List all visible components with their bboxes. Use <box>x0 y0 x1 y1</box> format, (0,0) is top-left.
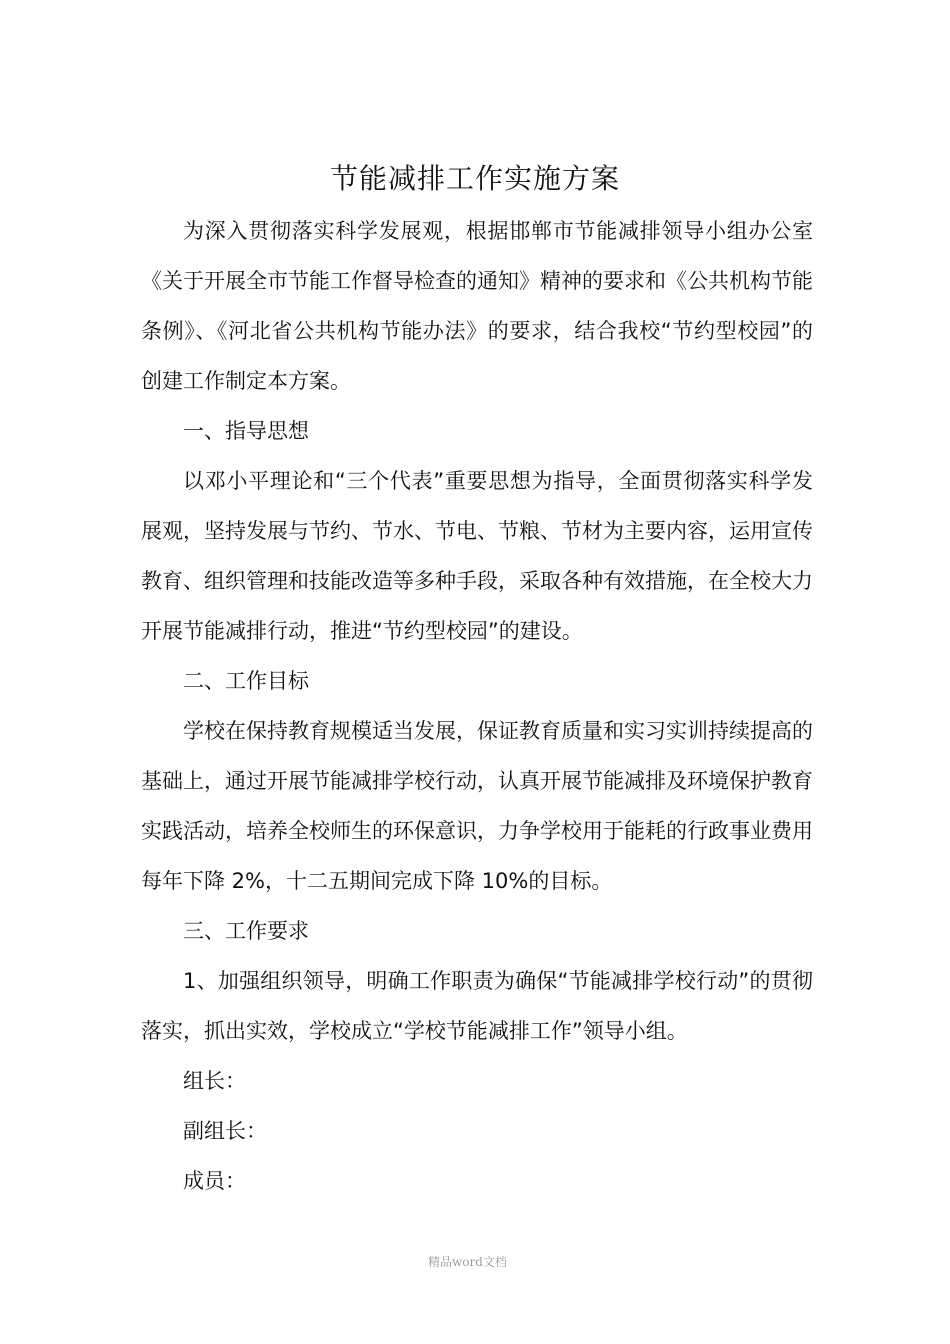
document-title: 节能减排工作实施方案 <box>329 162 620 195</box>
section-heading-guiding-thought: 一、指导思想 <box>183 419 309 443</box>
section-heading-work-requirements: 三、工作要求 <box>183 919 309 943</box>
document-body <box>141 206 813 1206</box>
work-goal-paragraph: 学校在保持教育规模适当发展，保证教育质量和实习实训持续提高的基础上，通过开展节能减排学校行动，认真开展节能减排及环境保护教育实践活动，培养全校师生的环保意识，力争学校用于能耗的行政事业费用每年下降 2%，十二五期间完成下降 10%的目标。 <box>141 719 813 893</box>
section-heading-work-goal: 二、工作目标 <box>183 669 309 693</box>
members-line: 成员： <box>183 1169 246 1193</box>
leader-line: 组长： <box>183 1069 246 1093</box>
requirement-item-1: 1、加强组织领导，明确工作职责为确保“节能减排学校行动”的贯彻落实，抓出实效，学校成立“学校节能减排工作”领导小组。 <box>141 969 813 1043</box>
footer-watermark: 精品word文档 <box>428 1255 507 1269</box>
intro-paragraph: 为深入贯彻落实科学发展观，根据邯郸市节能减排领导小组办公室《关于开展全市节能工作督导检查的通知》精神的要求和《公共机构节能条例》、《河北省公共机构节能办法》的要求，结合我校“节约型校园”的创建工作制定本方案。 <box>141 219 813 393</box>
guiding-thought-paragraph: 以邓小平理论和“三个代表”重要思想为指导，全面贯彻落实科学发展观，坚持发展与节约、节水、节电、节粮、节材为主要内容，运用宣传教育、组织管理和技能改造等多种手段，采取各种有效措施，在全校大力开展节能减排行动，推进“节约型校园”的建设。 <box>141 469 813 643</box>
deputy-leader-line: 副组长： <box>183 1119 267 1143</box>
